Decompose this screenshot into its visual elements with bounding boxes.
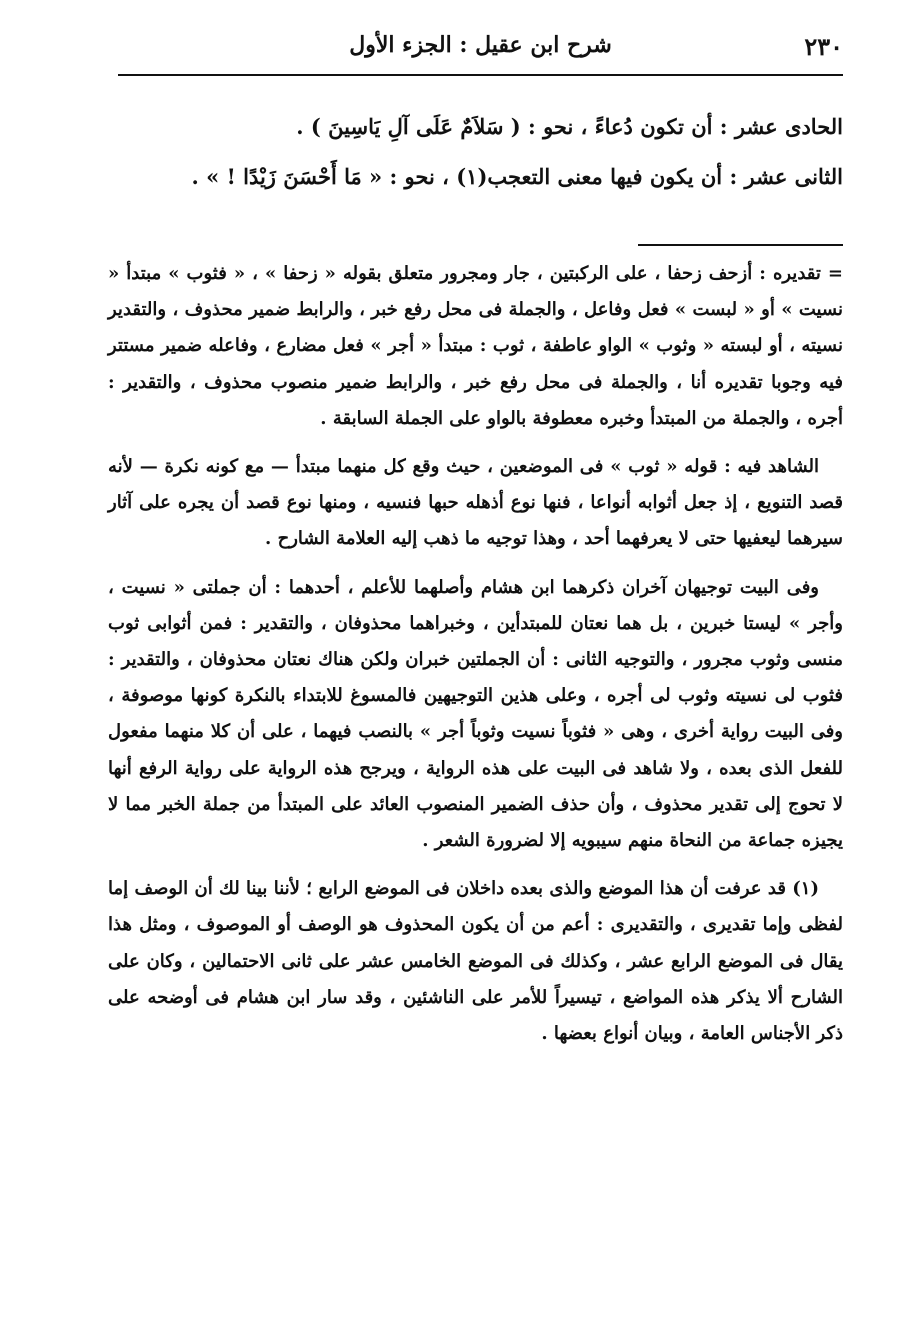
page-header <box>118 26 843 76</box>
main-text <box>118 102 843 202</box>
footnote-separator <box>638 244 843 246</box>
footnote-paragraph-alternatives: وفى البيت توجيهان آخران ذكرهما ابن هشام وأصلهما للأعلم ، أحدهما : أن جملتى « نسيت ، وأجر » ليستا خبرين ، بل هما نعتان للمبتدأين ، وخبراهما محذوفان ، والتقدير : فمن أثوابى ثوب منسى وثوب مجرور ، والتوجيه الثانى : أن الجملتين خبران ولكن هناك نعتان محذوفان ، والتقدير : فثوب لى نسيته وثوب لى أجره ، وعلى هذين التوجيهين فالمسوغ للابتداء بالنكرة كونها موصوفة ، وفى البيت رواية أخرى ، وهى « فثوباً نسيت وثوباً أجر » بالنصب فيهما ، على أن كلا منهما مفعول للفعل الذى بعده ، ولا شاهد فى البيت على هذه الرواية ، ويرجح هذه الرواية على رواية الرفع أنها لا تحوج إلى تقدير محذوف ، وأن حذف الضمير المنصوب العائد على المبتدأ من جملة الخبر مما لا يجيزه جماعة من النحاة منهم سيبويه إلا لضرورة الشعر . <box>108 576 843 852</box>
footnote-paragraph-evidence: الشاهد فيه : قوله « ثوب » فى الموضعين ، حيث وقع كل منهما مبتدأ — مع كونه نكرة — لأنه قصد التنويع ، إذ جعل أثوابه أنواعا ، فنها نوع أذهله حبها فنسيه ، ومنها نوع قصد أن يجره على آثار سيرهما ليعفيها حتى لا يعرفهما أحد ، وهذا توجيه ما ذهب إليه العلامة الشارح . <box>108 456 843 550</box>
footnote-paragraph-parsing: = تقديره : أزحف زحفا ، على الركبتين ، جار ومجرور متعلق بقوله « زحفا » ، « فثوب » مبتدأ « نسيت » أو « لبست » فعل وفاعل ، والجملة فى محل رفع خبر ، والرابط ضمير محذوف ، والتقدير نسيته ، أو لبسته « وثوب » الواو عاطفة ، ثوب : مبتدأ « أجر » فعل مضارع ، وفاعله ضمير مستتر فيه وجوبا تقديره أنا ، والجملة فى محل رفع خبر ، والرابط ضمير منصوب محذوف ، والتقدير : أجره ، والجملة من المبتدأ وخبره معطوفة بالواو على الجملة السابقة . <box>108 263 843 429</box>
footnotes <box>108 256 843 1052</box>
main-line-twelfth: الثانى عشر : أن يكون فيها معنى التعجب(١) ، نحو : « مَا أَحْسَنَ زَيْدًا ! » . <box>191 164 843 189</box>
footnote-paragraph-note-1: (١) قد عرفت أن هذا الموضع والذى بعده داخلان فى الموضع الرابع ؛ لأننا بينا لك أن الوصف إما لفظى وإما تقديرى ، والتقديرى : أعم من أن يكون المحذوف هو الوصف أو الموصوف ، ومثل هذا يقال فى الموضع الرابع عشر ، وكذلك فى الموضع الخامس عشر على ثانى الاحتمالين ، وكان على الشارح ألا يذكر هذه المواضع ، تيسيراً للأمر على الناشئين ، وقد سار ابن هشام فى أوضحه على ذكر الأجناس العامة ، وبيان أنواع بعضها . <box>108 878 843 1045</box>
page-number: ٢٣٠ <box>804 32 843 61</box>
running-title: شرح ابن عقيل : الجزء الأول <box>349 32 612 58</box>
main-line-eleventh: الحادى عشر : أن تكون دُعاءً ، نحو : ( سَلاَمٌ عَلَى آلِ يَاسِينَ ) . <box>296 114 843 139</box>
header-rule <box>118 74 843 76</box>
